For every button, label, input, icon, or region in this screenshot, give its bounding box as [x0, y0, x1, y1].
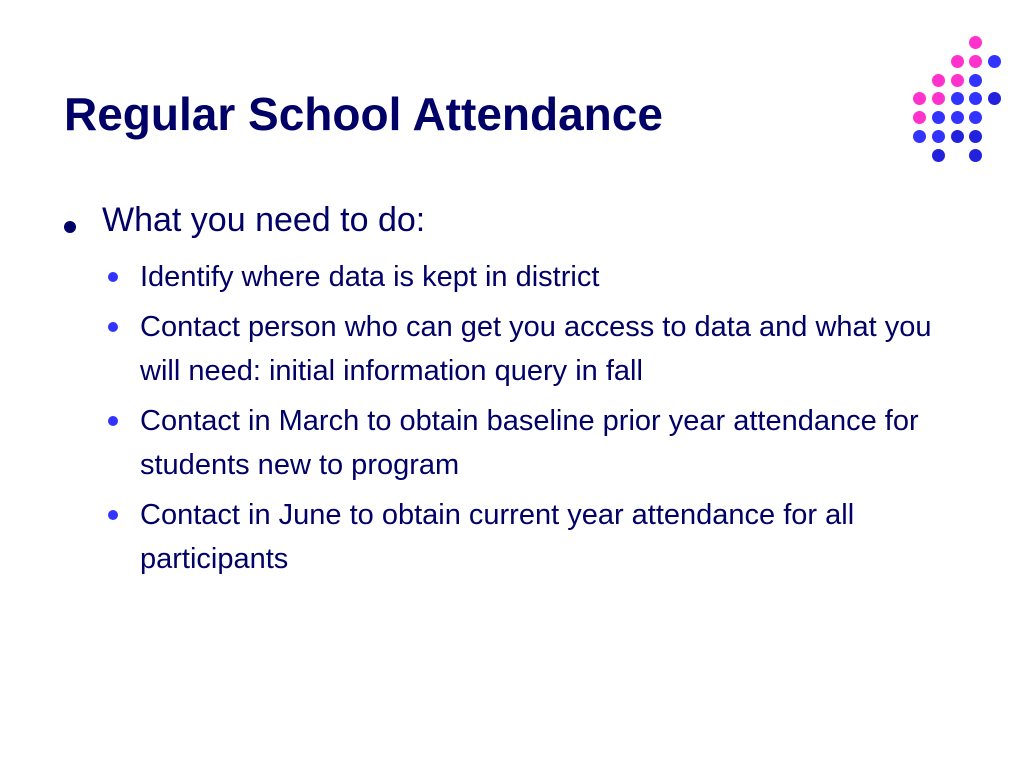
dot [969, 130, 982, 143]
dot [988, 55, 1001, 68]
sub-bullet-text: Contact in March to obtain baseline prior year attendance for students new to program [140, 404, 919, 481]
dot [913, 111, 926, 124]
dot [913, 92, 926, 105]
dot [951, 74, 964, 87]
dot [988, 92, 1001, 105]
dot [951, 55, 964, 68]
sub-bullet-text: Contact in June to obtain current year attendance for all participants [140, 498, 855, 575]
dot [913, 130, 926, 143]
dot [969, 55, 982, 68]
bullet-dot-icon [108, 322, 118, 332]
dot [951, 111, 964, 124]
bullet-dot-icon [108, 272, 118, 282]
sub-bullet [64, 493, 974, 581]
sub-bullet-list [64, 255, 974, 581]
dot [969, 36, 982, 49]
slide-body [64, 200, 974, 587]
bullet-dot-icon [108, 510, 118, 520]
dot [951, 130, 964, 143]
dot [932, 111, 945, 124]
bullet-level-1 [64, 200, 974, 241]
sub-bullet [64, 255, 974, 299]
dot [951, 92, 964, 105]
bullet-dot-icon [64, 221, 76, 233]
bullet-dot-icon [108, 416, 118, 426]
slide-title: Regular School Attendance [64, 88, 663, 140]
dot [932, 92, 945, 105]
sub-bullet-text: Contact person who can get you access to data and what you will need: initial information query in fall [140, 310, 932, 387]
dot [932, 130, 945, 143]
sub-bullet [64, 399, 974, 487]
dot [969, 149, 982, 162]
sub-bullet [64, 305, 974, 393]
sub-bullet-text: Identify where data is kept in district [140, 260, 600, 293]
dot [932, 149, 945, 162]
dot [932, 74, 945, 87]
dot [969, 74, 982, 87]
dot [969, 92, 982, 105]
dot [969, 111, 982, 124]
bullet-text: What you need to do: [102, 201, 426, 239]
dot-grid-icon [900, 30, 1020, 170]
